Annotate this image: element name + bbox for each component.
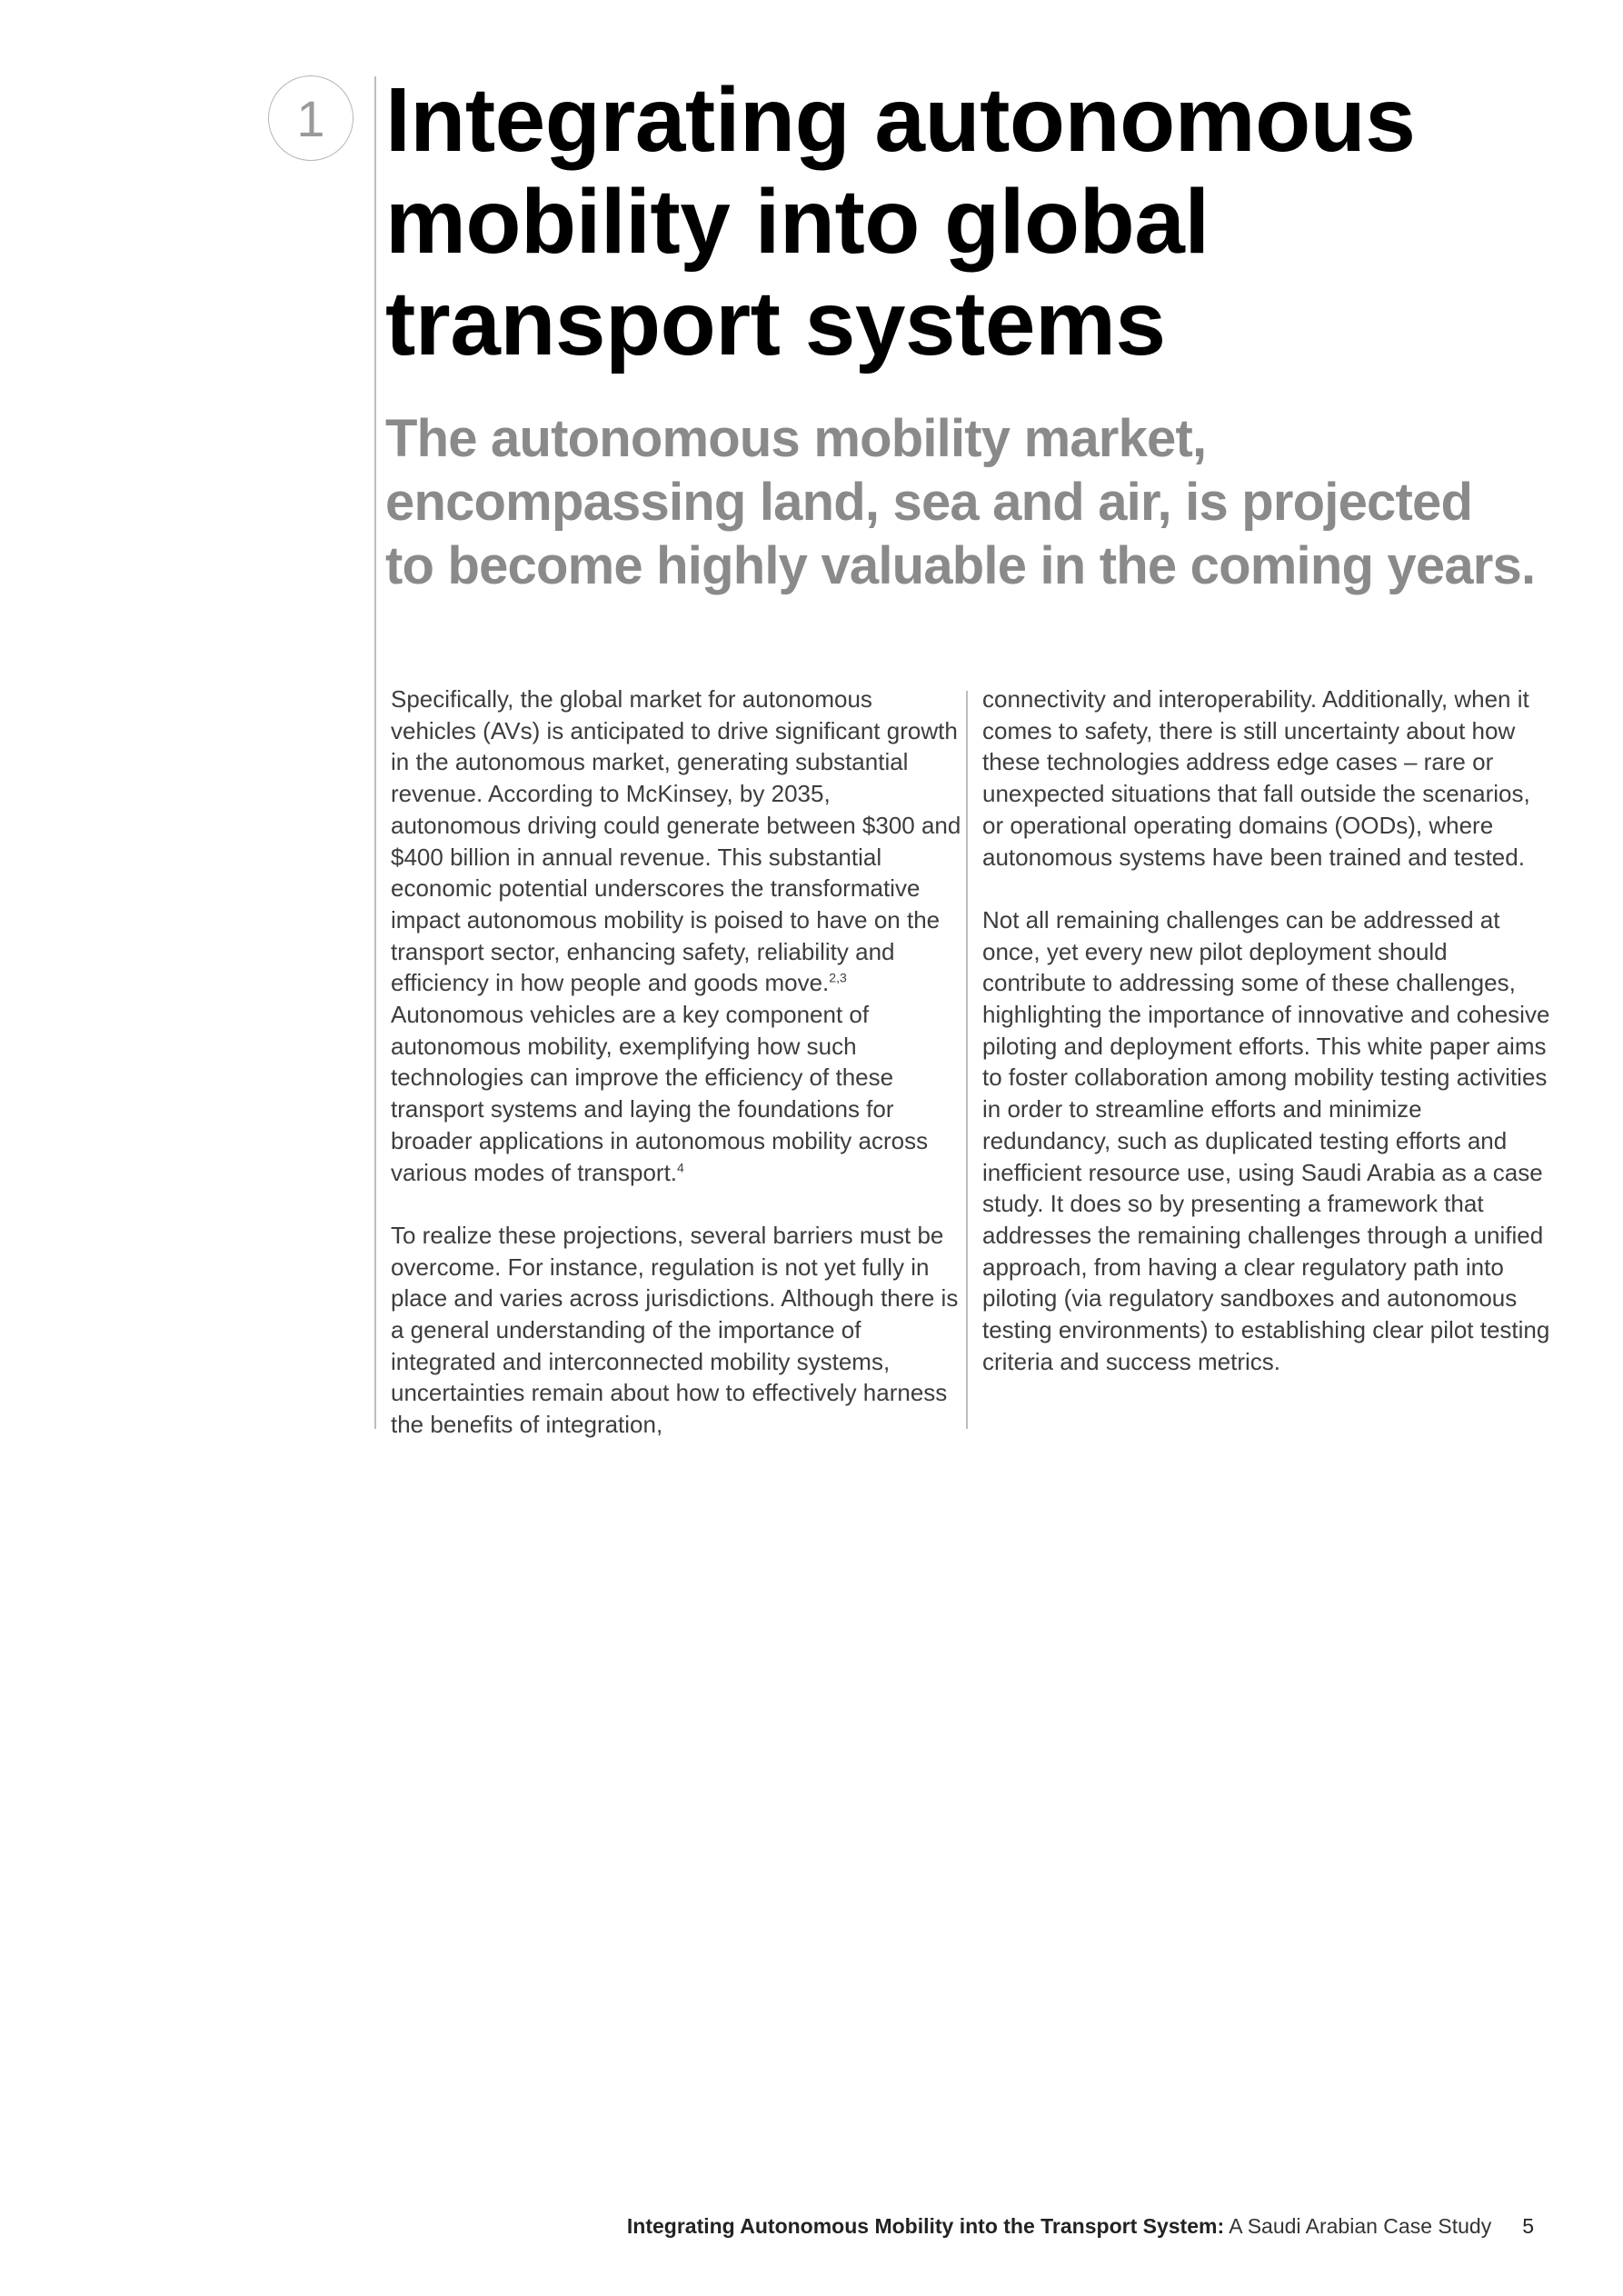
chapter-number-badge [268,75,353,161]
title-line-2: mobility into global [385,171,1210,273]
subtitle-line-2: encompassing land, sea and air, is projected [385,473,1473,532]
body-paragraph [391,684,963,1188]
subtitle-line-1: The autonomous mobility market, [385,409,1207,468]
paragraph-text: Specifically, the global market for autonomous vehicles (AVs) is anticipated to drive significant growth in the autonomous market, generating substantial revenue. According to McKinsey, by 2035, autonomous driving could generate between $300 and $400 billion in annual revenue. This substantial economic potential underscores the transformative impact autonomous mobility is poised to have on the transport sector, enhancing safety, reliability and efficiency in how people and goods move. [391,685,961,997]
footer-document-title: Integrating Autonomous Mobility into the Transport System: [626,2214,1225,2238]
body-column-left [391,684,963,1441]
title-line-1: Integrating autonomous [385,69,1416,171]
footnote-ref: 2,3 [829,970,847,985]
page-subtitle [385,407,1594,598]
page-footer [627,2214,1534,2239]
body-paragraph: connectivity and interoperability. Additionally, when it comes to safety, there is still uncertainty about how these technologies address edge cases – rare or unexpected situations that fall outside the scenarios, or operational operating domains (OODs), where autonomous systems have been trained and tested. [982,685,1530,871]
section-divider-line [374,76,376,1429]
column-divider-line [966,691,968,1429]
footnote-ref: 4 [677,1159,684,1174]
chapter-number: 1 [296,89,325,147]
title-line-3: transport systems [385,273,1166,374]
body-paragraph: To realize these projections, several barriers must be overcome. For instance, regulation is not yet fully in place and varies across jurisdictions. Although there is a general understanding of the importance of integrated and interconnected mobility systems, uncertainties remain about how to effectively harness the benefits of integration, [391,1221,959,1439]
subtitle-line-3: to become highly valuable in the coming years. [385,536,1536,595]
body-paragraph: Not all remaining challenges can be addressed at once, yet every new pilot deployment should contribute to addressing some of these challenges, highlighting the importance of innovative and cohesive piloting and deployment efforts. This white paper aims to foster collaboration among mobility testing activities in order to streamline efforts and minimize redundancy, such as duplicated testing efforts and inefficient resource use, using Saudi Arabia as a case study. It does so by presenting a framework that addresses the remaining challenges through a unified approach, from having a clear regulatory path into piloting (via regulatory sandboxes and autonomous testing environments) to establishing clear pilot testing criteria and success metrics. [982,905,1550,1375]
body-column-right [982,684,1555,1377]
paragraph-text: Autonomous vehicles are a key component of autonomous mobility, exemplifying how such technologies can improve the efficiency of these transport systems and laying the foundations for broader applications in autonomous mobility across various modes of transport. [391,1001,929,1186]
page-title [385,69,1567,374]
footer-document-subtitle: A Saudi Arabian Case Study [1224,2214,1492,2238]
page-number: 5 [1522,2214,1534,2238]
